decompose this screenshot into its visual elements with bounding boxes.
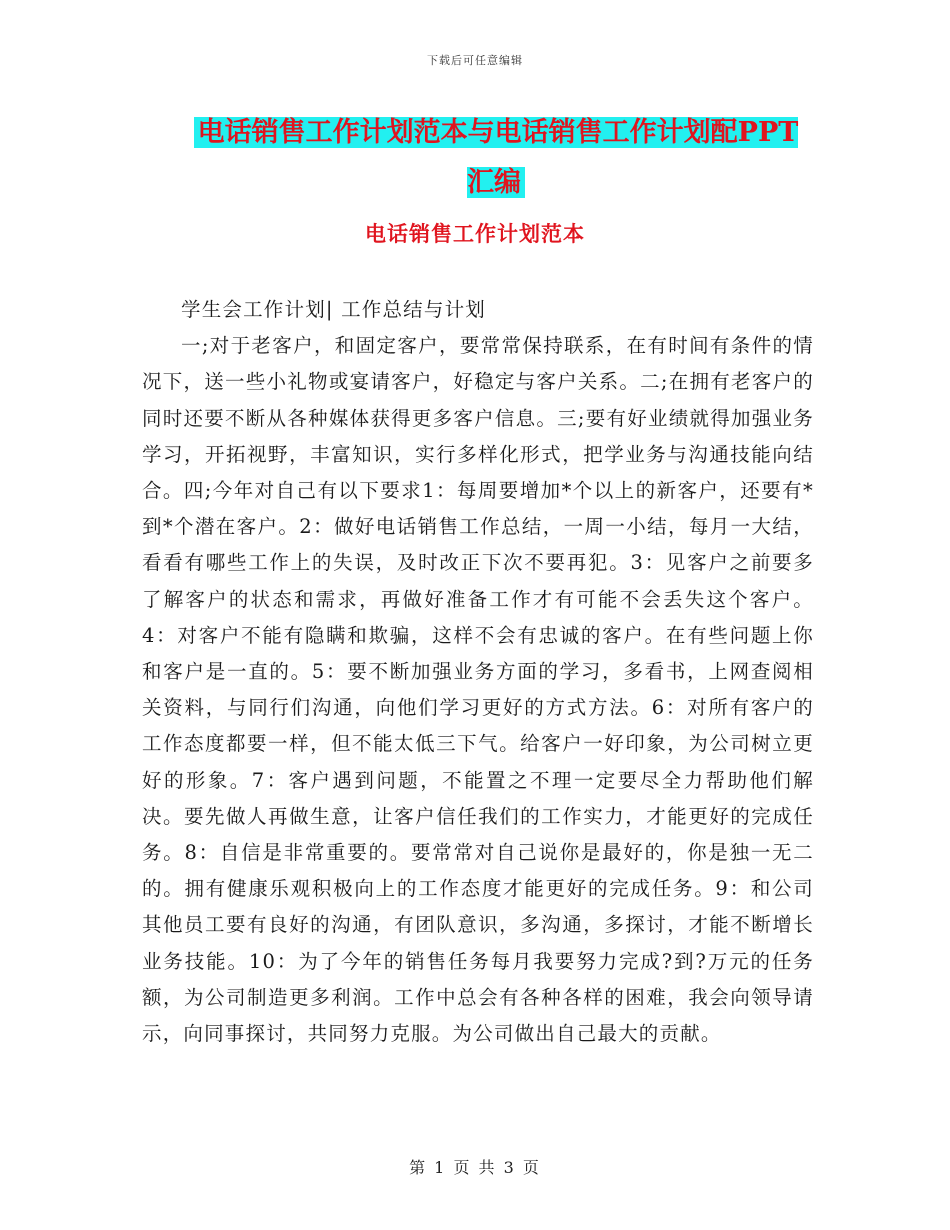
document-title-text: 电话销售工作计划范本与电话销售工作计划配PPT汇编 — [194, 117, 799, 198]
page-footer: 第 1 页 共 3 页 — [409, 1158, 541, 1177]
body-content — [142, 292, 814, 1052]
body-paragraph-intro: 学生会工作计划| 工作总结与计划 — [181, 298, 486, 321]
header-note: 下载后可任意编辑 — [427, 54, 523, 67]
document-title — [190, 108, 802, 208]
body-paragraph-main: 一;对于老客户，和固定客户，要常常保持联系，在有时间有条件的情况下，送一些小礼物或宴请客户，好稳定与客户关系。二;在拥有老客户的同时还要不断从各种媒体获得更多客户信息。三;要有好业绩就得加强业务学习，开拓视野，丰富知识，实行多样化形式，把学业务与沟通技能向结合。四;今年对自己有以下要求1：每周要增加*个以上的新客户，还要有*到*个潜在客户。2：做好电话销售工作总结，一周一小结，每月一大结，看看有哪些工作上的失误，及时改正下次不要再犯。3：见客户之前要多了解客户的状态和需求，再做好准备工作才有可能不会丢失这个客户。4：对客户不能有隐瞒和欺骗，这样不会有忠诚的客户。在有些问题上你和客户是一直的。5：要不断加强业务方面的学习，多看书，上网查阅相关资料，与同行们沟通，向他们学习更好的方式方法。6：对所有客户的工作态度都要一样，但不能太低三下气。给客户一好印象，为公司树立更好的形象。7：客户遇到问题，不能置之不理一定要尽全力帮助他们解决。要先做人再做生意，让客户信任我们的工作实力，才能更好的完成任务。8：自信是非常重要的。要常常对自己说你是最好的，你是独一无二的。拥有健康乐观积极向上的工作态度才能更好的完成任务。9：和公司其他员工要有良好的沟通，有团队意识，多沟通，多探讨，才能不断增长业务技能。10：为了今年的销售任务每月我要努力完成?到?万元的任务额，为公司制造更多利润。工作中总会有各种各样的困难，我会向领导请示，向同事探讨，共同努力克服。为公司做出自己最大的贡献。 — [142, 334, 814, 1046]
section-heading: 电话销售工作计划范本 — [365, 221, 585, 246]
